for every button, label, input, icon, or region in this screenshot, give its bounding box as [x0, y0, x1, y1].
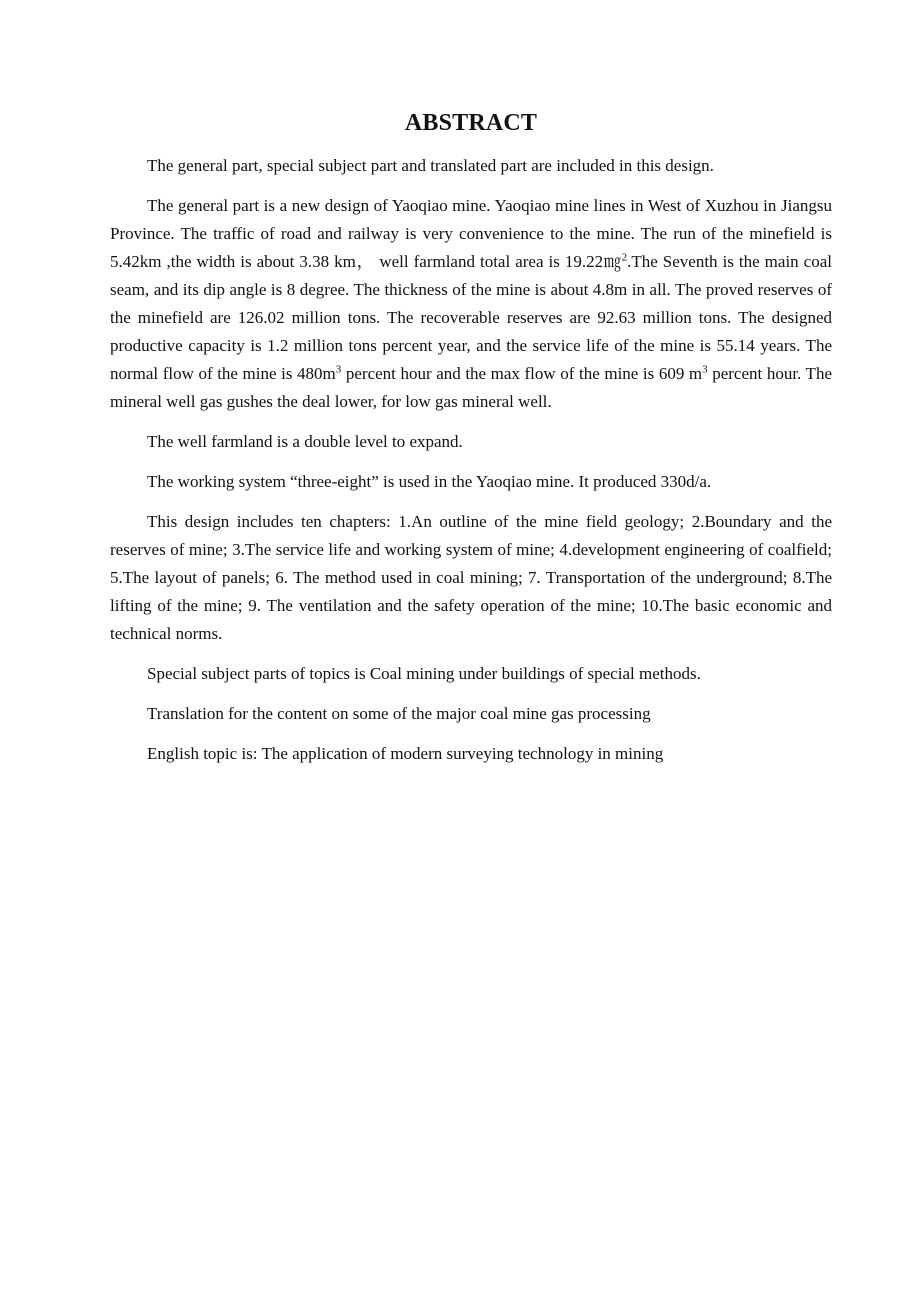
superscript-2: 2 [621, 251, 628, 264]
paragraph-working-system: The working system “three-eight” is used in the Yaoqiao mine. It produced 330d/a. [147, 472, 712, 491]
page-title: ABSTRACT [404, 110, 538, 136]
superscript-3: 3 [335, 363, 342, 376]
paragraph-general-part-text-b: .The Seventh is the main coal seam, and its dip angle is 8 degree. The thickness of the mine is about 4.8m in all. The proved reserves of the minefield are 126.02 million tons. The recoverable reserves are 92.63 million tons. The designed productive capacity is 1.2 million tons percent year, and the service life of the mine is 55.14 years. The normal flow of the mine is 480m [110, 252, 832, 383]
paragraph-general-part-text-a: The general part is a new design of Yaoqiao mine. Yaoqiao mine lines in West of Xuzhou in Jiangsu Province. The traffic of road and railway is very convenience to the mine. The run of the minefield is 5.42km ,the width is about 3.38 km， well farmland total area is 19.22㎎ [110, 196, 832, 271]
paragraph-translation: Translation for the content on some of the major coal mine gas processing [147, 704, 651, 723]
paragraph-intro: The general part, special subject part and translated part are included in this design. [147, 156, 714, 175]
paragraph-special-subject: Special subject parts of topics is Coal mining under buildings of special methods. [147, 664, 701, 683]
paragraph-chapters: This design includes ten chapters: 1.An outline of the mine field geology; 2.Boundary and the reserves of mine; 3.The service life and working system of mine; 4.development engineering of coalfield; 5.The layout of panels; 6. The method used in coal mining; 7. Transportation of the underground; 8.The lifting of the mine; 9. The ventilation and the safety operation of the mine; 10.The basic economic and technical norms. [110, 512, 832, 643]
paragraph-general-part-text-c: percent hour and the max flow of the mine is 609 m [341, 364, 703, 383]
paragraph-general-part-text-d: percent hour. The mineral well gas gushes the deal lower, for low gas mineral well. [110, 364, 832, 411]
superscript-3-second: 3 [702, 363, 708, 376]
paragraph-english-topic: English topic is: The application of modern surveying technology in mining [147, 744, 664, 763]
paragraph-general-part [110, 192, 832, 416]
paragraph-farmland: The well farmland is a double level to expand. [147, 432, 463, 451]
abstract-page [110, 108, 832, 780]
